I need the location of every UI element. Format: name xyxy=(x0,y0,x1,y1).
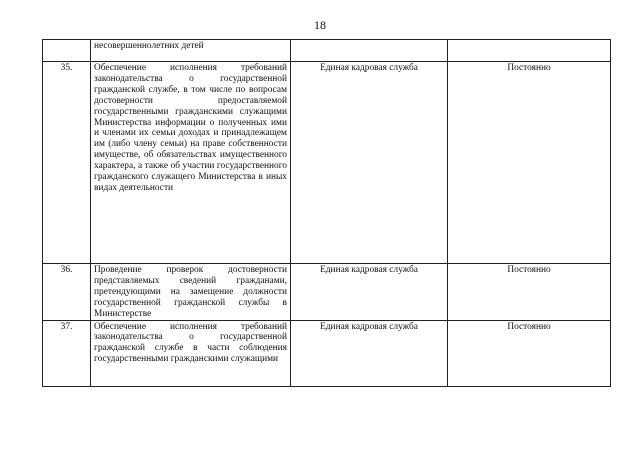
responsible-cell: Единая кадровая служба xyxy=(291,320,448,386)
measures-table xyxy=(42,39,611,387)
term-cell xyxy=(448,40,611,62)
responsible-cell: Единая кадровая служба xyxy=(291,62,448,264)
row-number: 37. xyxy=(43,320,91,386)
row-number xyxy=(43,40,91,62)
table-row xyxy=(43,264,611,321)
table-row xyxy=(43,320,611,386)
responsible-cell: Единая кадровая служба xyxy=(291,264,448,321)
measure-text: Обеспечение исполнения требований законодательства о государственной гражданской службе в части соблюдения государственными гражданскими служащими xyxy=(91,320,291,386)
row-number: 35. xyxy=(43,62,91,264)
responsible-cell xyxy=(291,40,448,62)
measure-text: Проведение проверок достоверности представляемых сведений гражданами, претендующими на замещение должности государственной гражданской службы в Министерстве xyxy=(91,264,291,321)
measure-text: Обеспечение исполнения требований законодательства о государственной гражданской службе, в том числе по вопросам достоверности предоставляемой государственными гражданскими служащими Министерства информации о полученных ими и членами их семьи доходах и принадлежащем им (либо члену семьи) на праве собственности имуществе, об обязательствах имущественного характера, а также об участии государственного гражданского служащего Министерства в иных видах деятельности xyxy=(91,62,291,264)
table-row xyxy=(43,40,611,62)
term-cell: Постоянно xyxy=(448,320,611,386)
row-number: 36. xyxy=(43,264,91,321)
table-row xyxy=(43,62,611,264)
measure-text: несовершеннолетних детей xyxy=(91,40,291,62)
term-cell: Постоянно xyxy=(448,62,611,264)
page-number: 18 xyxy=(314,18,326,32)
term-cell: Постоянно xyxy=(448,264,611,321)
